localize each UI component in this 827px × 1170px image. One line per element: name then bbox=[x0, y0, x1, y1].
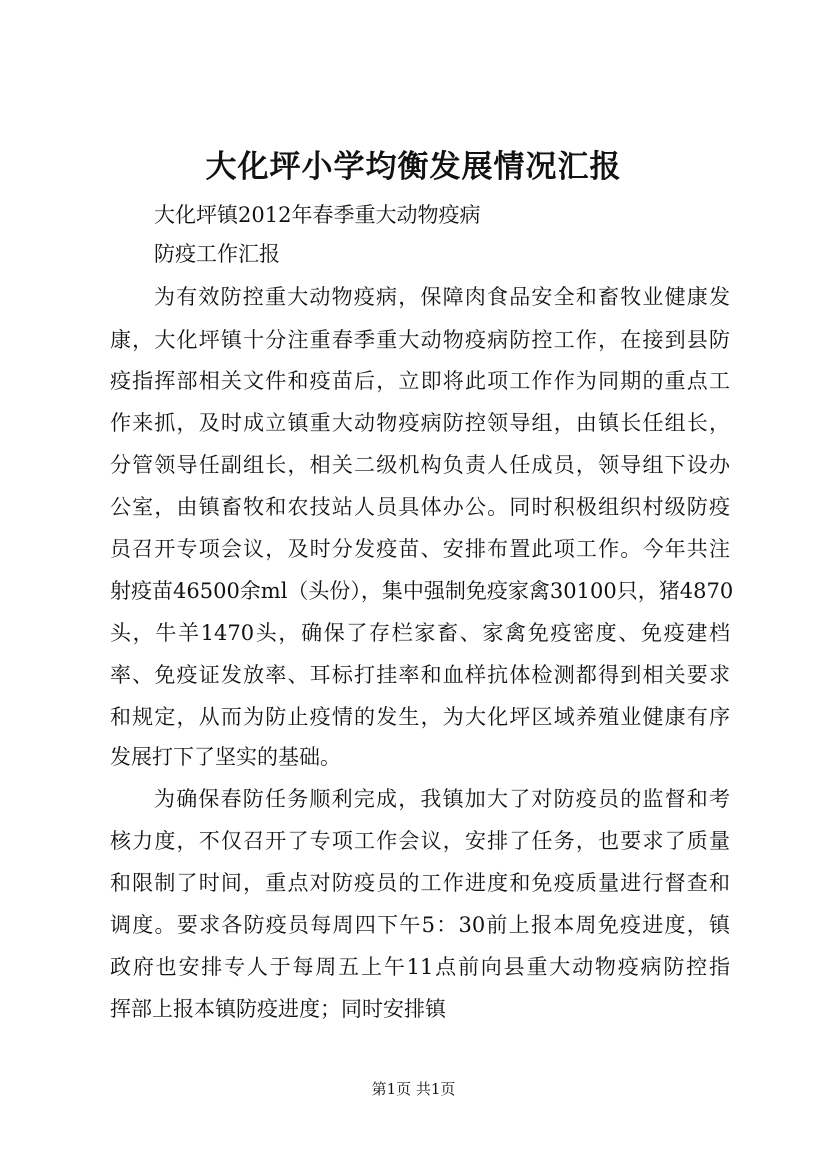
paragraph-1-line-11: 和规定，从而为防止疫情的发生，为大化坪区域养殖业健康有序 bbox=[110, 705, 730, 729]
paragraph-1-line-8: 射疫苗46500余ml（头份），集中强制免疫家禽30100只，猪4870 bbox=[110, 579, 734, 603]
paragraph-2-line-2: 核力度，不仅召开了专项工作会议，安排了任务，也要求了质量 bbox=[110, 829, 730, 853]
paragraph-1-line-9: 头，牛羊1470头，确保了存栏家畜、家禽免疫密度、免疫建档 bbox=[110, 621, 730, 645]
paragraph-1-line-6: 公室，由镇畜牧和农技站人员具体办公。同时积极组织村级防疫 bbox=[110, 495, 730, 519]
page-footer: 第1页 共1页 bbox=[371, 1080, 456, 1098]
document-title: 大化坪小学均衡发展情况汇报 bbox=[205, 149, 622, 185]
subtitle-line-2: 防疫工作汇报 bbox=[154, 242, 280, 266]
paragraph-1-line-5: 分管领导任副组长，相关二级机构负责人任成员，领导组下设办 bbox=[110, 453, 730, 477]
paragraph-2-line-5: 政府也安排专人于每周五上午11点前向县重大动物疫病防控指 bbox=[110, 955, 730, 979]
paragraph-2-line-6: 挥部上报本镇防疫进度；同时安排镇 bbox=[110, 997, 446, 1021]
paragraph-1-line-2: 康，大化坪镇十分注重春季重大动物疫病防控工作，在接到县防 bbox=[110, 328, 730, 352]
paragraph-2-line-3: 和限制了时间，重点对防疫员的工作进度和免疫质量进行督查和 bbox=[110, 871, 730, 895]
paragraph-1-line-10: 率、免疫证发放率、耳标打挂率和血样抗体检测都得到相关要求 bbox=[110, 663, 730, 687]
paragraph-1-line-1: 为有效防控重大动物疫病，保障肉食品安全和畜牧业健康发 bbox=[154, 285, 730, 309]
paragraph-2-line-4: 调度。要求各防疫员每周四下午5：30前上报本周免疫进度，镇 bbox=[110, 913, 730, 937]
paragraph-1-line-12: 发展打下了坚实的基础。 bbox=[110, 745, 341, 769]
subtitle-line-1: 大化坪镇2012年春季重大动物疫病 bbox=[154, 203, 481, 227]
paragraph-1-line-4: 作来抓，及时成立镇重大动物疫病防控领导组，由镇长任组长， bbox=[110, 411, 730, 435]
paragraph-1-line-7: 员召开专项会议，及时分发疫苗、安排布置此项工作。今年共注 bbox=[110, 537, 730, 561]
paragraph-2-line-1: 为确保春防任务顺利完成，我镇加大了对防疫员的监督和考 bbox=[154, 787, 730, 811]
paragraph-1-line-3: 疫指挥部相关文件和疫苗后，立即将此项工作作为同期的重点工 bbox=[110, 369, 730, 393]
